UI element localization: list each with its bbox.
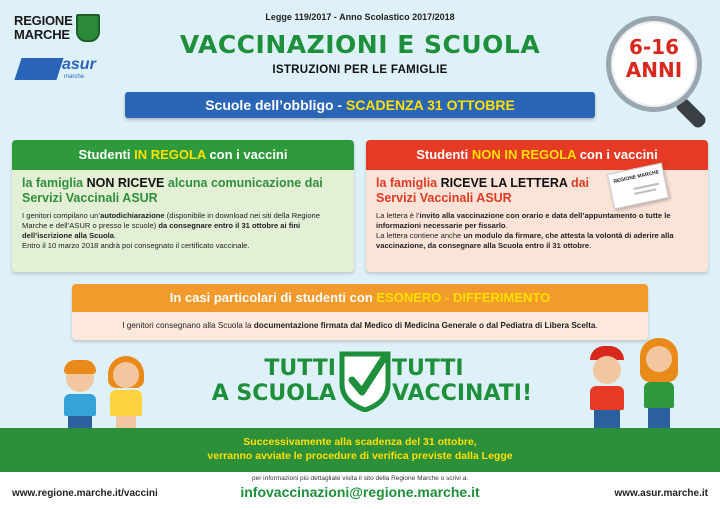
- kid-legs: [594, 410, 620, 430]
- heading-suffix: con i vaccini: [576, 147, 658, 162]
- age-range-unit: ANNI: [625, 58, 683, 82]
- body-emphasis: autodichiarazione: [100, 211, 165, 220]
- kid-girl-left-illustration: [104, 352, 148, 430]
- panel-non-in-regola: [366, 140, 708, 272]
- page-title: VACCINAZIONI E SCUOLA: [179, 30, 541, 59]
- verification-notice: [0, 435, 720, 463]
- panel-in-regola: [12, 140, 354, 272]
- deadline-date: SCADENZA 31 OTTOBRE: [345, 97, 515, 113]
- kid-boy-left-illustration: [58, 356, 102, 430]
- kid-hair: [64, 360, 96, 374]
- letter-line: [634, 188, 656, 195]
- slogan-right-line: VACCINATI!: [392, 381, 532, 406]
- heading-prefix: Studenti: [416, 147, 472, 162]
- kid-legs: [648, 408, 670, 430]
- lead-text: alcuna comunicazione dai Servizi Vaccinali ASUR: [22, 176, 323, 205]
- page-subtitle: ISTRUZIONI PER LE FAMIGLIE: [272, 64, 448, 76]
- regione-marche-logo-text: REGIONE MARCHE: [14, 13, 73, 42]
- verification-line: Successivamente alla scadenza del 31 ottobre,: [243, 436, 477, 448]
- kid-girl-right-illustration: [636, 336, 682, 430]
- slogan-right: [392, 356, 552, 406]
- kid-boy-right-illustration: [584, 344, 630, 430]
- age-range-badge: [606, 36, 702, 82]
- lead-text: la famiglia: [376, 176, 441, 190]
- slogan-right-line: TUTTI: [392, 356, 464, 381]
- body-text: Entro il 10 marzo 2018 andrà poi consegnato il certificato vaccinale.: [22, 241, 250, 250]
- heading-highlight: IN REGOLA: [134, 147, 206, 162]
- heading-highlight: NON IN REGOLA: [471, 147, 577, 162]
- panel-in-regola-lead: [12, 176, 354, 206]
- panel-non-in-regola-body: [366, 211, 708, 251]
- kid-shirt: [110, 390, 142, 416]
- body-text: .: [114, 231, 117, 240]
- lead-key: RICEVE LA LETTERA: [440, 176, 568, 190]
- kid-shirt: [590, 386, 624, 410]
- verification-line: verranno avviate le procedure di verifica previste dalla Legge: [207, 450, 513, 462]
- deadline-banner: [125, 92, 595, 118]
- lead-text: la famiglia: [22, 176, 87, 190]
- asur-logo-subtext: marche: [64, 74, 85, 80]
- lead-text: dai Servizi Vaccinali ASUR: [376, 176, 590, 205]
- asur-logo-text: asur: [62, 56, 96, 73]
- age-range-value: 6-16: [628, 35, 680, 59]
- slogan-left: [186, 356, 336, 406]
- panel-in-regola-body: [12, 211, 354, 251]
- kid-shirt: [644, 382, 674, 408]
- heading-highlight: ESONERO - DIFFERIMENTO: [376, 290, 551, 305]
- regione-website-link[interactable]: www.regione.marche.it/vaccini: [12, 488, 158, 499]
- body-emphasis: documentazione firmata dal Medico di Medicina Generale o dal Pediatra di Libera Scelta: [253, 321, 596, 330]
- info-email-link[interactable]: infovaccinazioni@regione.marche.it: [240, 484, 480, 500]
- heading-prefix: Studenti: [78, 147, 135, 162]
- kid-head: [113, 362, 139, 388]
- body-text: .: [505, 221, 508, 230]
- body-text: La lettera è l’: [376, 211, 420, 220]
- body-emphasis: un modulo da firmare, che attesta la volontà di aderire alla vaccinazione, da consegnare alla Scuola entro il 31 ottobre: [376, 231, 674, 250]
- kid-head: [593, 356, 621, 384]
- body-text: I genitori compilano un’: [22, 211, 101, 220]
- slogan-left-line: TUTTI: [264, 356, 336, 381]
- body-text: I genitori consegnano alla Scuola la: [122, 321, 254, 330]
- lead-key: NON RICEVE: [86, 176, 165, 190]
- body-emphasis: invito alla vaccinazione con orario e data dell’appuntamento o tutte le informazioni necessarie per fissarlo: [376, 211, 671, 230]
- deadline-prefix: Scuole dell’obbligo -: [205, 97, 346, 113]
- body-text: .: [589, 241, 592, 250]
- asur-website-link[interactable]: www.asur.marche.it: [614, 488, 708, 499]
- kid-head: [646, 346, 672, 372]
- body-emphasis: da consegnare entro il 31 ottobre ai fini dell’iscrizione alla Scuola: [22, 221, 301, 240]
- heading-suffix: con i vaccini: [205, 147, 288, 162]
- panel-esonero-body: [72, 321, 648, 330]
- check-shield-icon: [338, 350, 392, 412]
- panel-esonero-heading: [72, 284, 648, 312]
- law-reference: Legge 119/2017 - Anno Scolastico 2017/2018: [265, 12, 455, 22]
- body-text: (disponibile in download nei siti della Regione Marche e dell’ASUR o presso le scuole): [22, 211, 321, 230]
- kid-shirt: [64, 394, 96, 416]
- info-note: per informazioni più dettagliate visita il sito della Regione Marche o scrivi a:: [251, 475, 469, 482]
- body-text: La lettera contiene anche: [376, 231, 464, 240]
- body-text: .: [595, 321, 598, 330]
- slogan-left-line: A SCUOLA: [211, 381, 336, 406]
- panel-in-regola-heading: [12, 140, 354, 170]
- heading-prefix: In casi particolari di studenti con: [169, 290, 377, 305]
- panel-esonero: [72, 284, 648, 340]
- letter-logo: REGIONE MARCHE: [613, 169, 660, 185]
